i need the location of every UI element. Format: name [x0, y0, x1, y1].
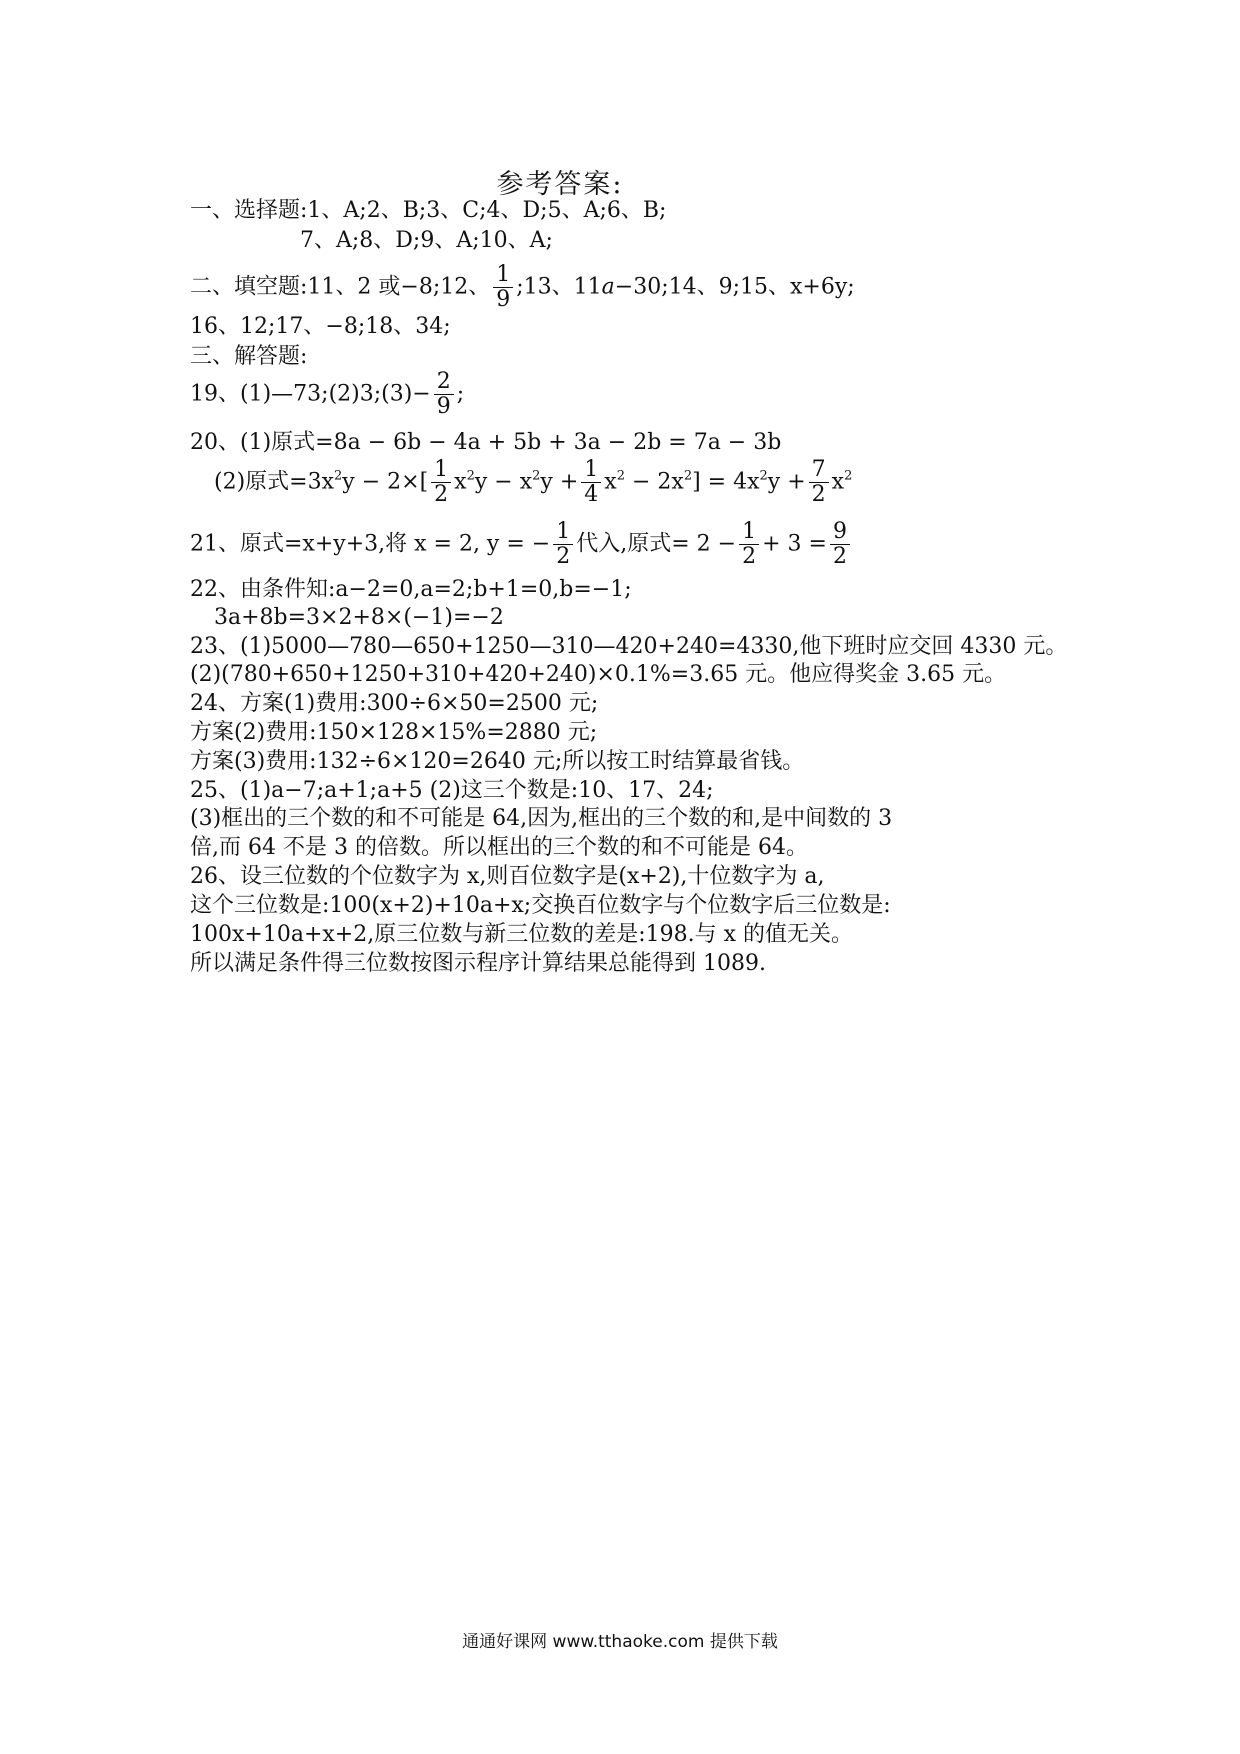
fraction-denominator: 2	[434, 482, 449, 507]
fraction-denominator: 2	[742, 544, 757, 569]
q20-text: x	[454, 469, 467, 495]
superscript: 2	[683, 468, 693, 484]
q21-answer	[190, 520, 853, 569]
page-title: 参考答案:	[496, 169, 624, 200]
q26-line-2: 这个三位数是:100(x+2)+10a+x;交换百位数字与个位数字后三位数是:	[190, 893, 891, 918]
fill-blank-prefix: 二、填空题:11、2 或−8;12、	[190, 274, 491, 300]
q21-text: + 3 =	[762, 531, 827, 557]
fraction-numerator: 1	[556, 519, 571, 544]
fill-blank-answers-line-2: 16、12;17、−8;18、34;	[190, 314, 451, 339]
q26-line-1: 26、设三位数的个位数字为 x,则百位数字是(x+2),十位数字为 a,	[190, 864, 825, 889]
q25-line-3: 倍,而 64 不是 3 的倍数。所以框出的三个数的和不可能是 64。	[190, 835, 808, 860]
fraction-numerator: 1	[434, 457, 449, 482]
choice-answers-line-2: 7、A;8、D;9、A;10、A;	[300, 228, 553, 253]
q21-text: 代入,原式= 2 −	[576, 531, 737, 557]
fraction-numerator: 1	[584, 457, 599, 482]
fraction-numerator: 7	[811, 457, 826, 482]
fraction-numerator: 1	[496, 262, 511, 287]
q20-line-2	[214, 458, 852, 507]
q20-line-1: 20、(1)原式=8a − 6b − 4a + 5b + 3a − 2b = 7a − 3b	[190, 430, 782, 455]
fraction-one-ninth	[493, 263, 513, 312]
q23-line-1: 23、(1)5000—780—650+1250—310—420+240=4330,他下班时应交回 4330 元。	[190, 634, 1068, 659]
fraction-seven-halves	[809, 458, 829, 507]
superscript: 2	[334, 468, 343, 484]
superscript: 2	[616, 468, 625, 484]
footer-credit: 通通好课网 www.tthaoke.com 提供下载	[462, 1632, 778, 1652]
superscript: 2	[759, 468, 768, 484]
superscript: 2	[844, 468, 853, 484]
q19-suffix: ;	[456, 381, 465, 407]
fraction-one-quarter	[581, 458, 601, 507]
q20-text: ] = 4x	[692, 469, 760, 495]
section-3-heading: 三、解答题:	[190, 344, 308, 369]
q19-answer	[190, 370, 464, 419]
fraction-nine-halves	[830, 520, 850, 569]
superscript: 2	[532, 468, 541, 484]
q26-line-3: 100x+10a+x+2,原三位数与新三位数的差是:198.与 x 的值无关。	[190, 922, 853, 947]
q24-line-3: 方案(3)费用:132÷6×120=2640 元;所以按工时结算最省钱。	[190, 749, 805, 774]
fraction-denominator: 2	[811, 482, 826, 507]
fraction-numerator: 1	[742, 519, 757, 544]
fraction-denominator: 9	[436, 394, 451, 419]
q24-line-2: 方案(2)费用:150×128×15%=2880 元;	[190, 720, 598, 745]
q19-fraction	[434, 370, 454, 419]
q22-line-2: 3a+8b=3×2+8×(−1)=−2	[214, 605, 504, 630]
superscript: 2	[466, 468, 475, 484]
q25-line-1: 25、(1)a−7;a+1;a+5 (2)这三个数是:10、17、24;	[190, 778, 714, 803]
fraction-numerator: 2	[436, 369, 451, 394]
q20-text: y − x	[474, 469, 533, 495]
fill-blank-suffix-b: −30;14、9;15、x+6y;	[614, 274, 855, 300]
q20-text: x	[831, 469, 845, 495]
fraction-denominator: 9	[496, 287, 511, 312]
fraction-one-half	[431, 458, 451, 507]
fraction-one-half	[553, 520, 573, 569]
fraction-denominator: 2	[832, 544, 847, 569]
q23-line-2: (2)(780+650+1250+310+420+240)×0.1%=3.65 元。他应得奖金 3.65 元。	[190, 662, 1007, 687]
fraction-denominator: 4	[584, 482, 599, 507]
q20-text: y − 2×[	[342, 469, 429, 495]
fraction-numerator: 9	[832, 519, 847, 544]
q20-text: y +	[540, 469, 579, 495]
choice-answers-line-1: 一、选择题:1、A;2、B;3、C;4、D;5、A;6、B;	[190, 198, 667, 223]
q20-text: (2)原式=3x	[214, 469, 335, 495]
q20-text: − 2x	[624, 469, 684, 495]
fill-blank-answers-line-1	[190, 263, 855, 312]
q26-line-4: 所以满足条件得三位数按图示程序计算结果总能得到 1089.	[190, 951, 766, 976]
fill-blank-suffix-a: ;13、11	[516, 274, 602, 300]
q25-line-2: (3)框出的三个数的和不可能是 64,因为,框出的三个数的和,是中间数的 3	[190, 806, 893, 831]
q20-text: x	[604, 469, 617, 495]
fraction-one-half	[739, 520, 759, 569]
variable-a: a	[601, 274, 615, 300]
q24-line-1: 24、方案(1)费用:300÷6×50=2500 元;	[190, 691, 599, 716]
q19-prefix: 19、(1)—73;(2)3;(3)−	[190, 381, 431, 407]
q20-text: y +	[767, 469, 806, 495]
fraction-denominator: 2	[556, 544, 571, 569]
q22-line-1: 22、由条件知:a−2=0,a=2;b+1=0,b=−1;	[190, 577, 632, 602]
q21-text: 21、原式=x+y+3,将 x = 2, y = −	[190, 531, 551, 557]
